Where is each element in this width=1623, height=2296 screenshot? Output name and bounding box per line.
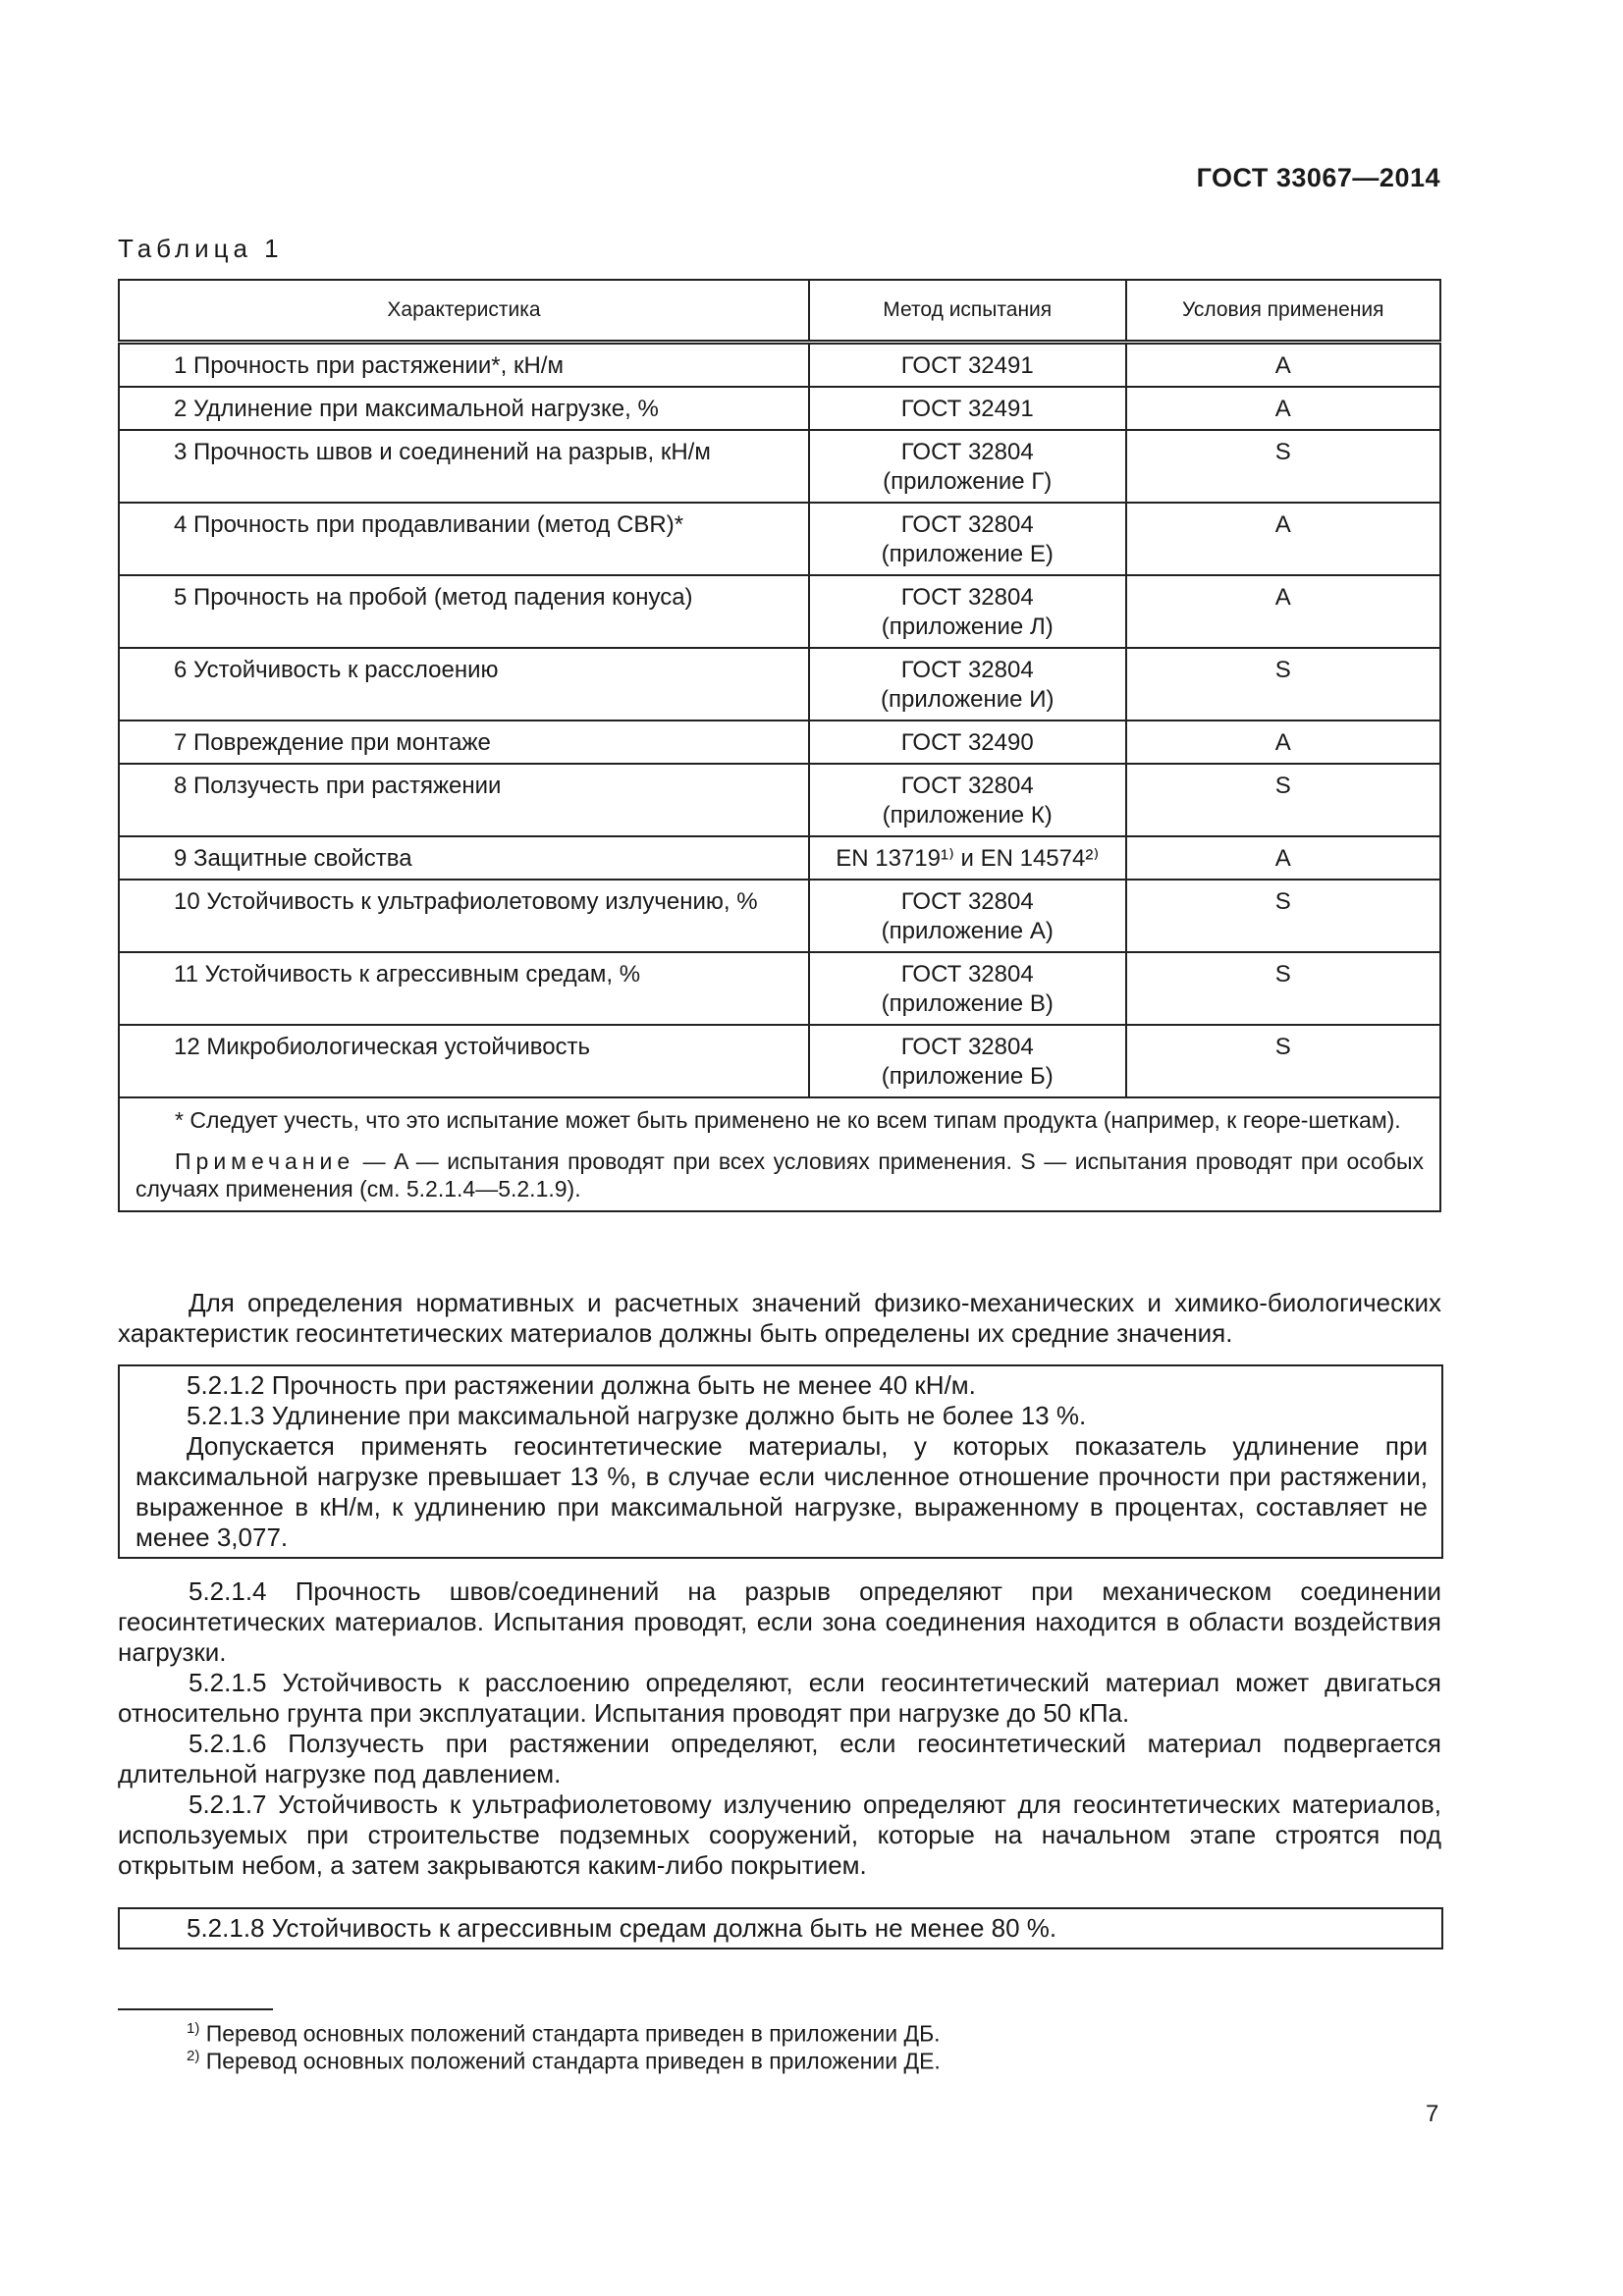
method-text: ГОСТ 32804 (900, 1034, 1034, 1060)
requirement-box-2 (118, 1907, 1443, 1949)
table-row (119, 575, 1440, 648)
conditions-text: S (1274, 1034, 1291, 1060)
table-row (119, 764, 1440, 836)
footnote-mark: 2) (187, 2048, 200, 2064)
method-cell (809, 575, 1126, 648)
footnote-text: Перевод основных положений стандарта приведен в приложении ДБ. (199, 2020, 941, 2047)
footnote-text: Перевод основных положений стандарта приведен в приложении ДЕ. (199, 2048, 941, 2074)
table-notes (119, 1097, 1440, 1211)
characteristic-cell (119, 721, 809, 764)
footnote-2 (187, 2048, 941, 2075)
method-appendix: (приложение К) (882, 802, 1053, 828)
method-appendix: (приложение Г) (883, 468, 1053, 495)
table-caption: Таблица 1 (118, 234, 284, 263)
intro-text: Для определения нормативных и расчетных значений физико-механических и химико-биологических характеристик геосинтетических материалов должны быть определены их средние значения. (118, 1288, 1441, 1348)
conditions-text: A (1274, 511, 1291, 538)
method-cell (809, 880, 1126, 952)
clause-5-2-1-6: 5.2.1.6 Ползучесть при растяжении определяют, если геосинтетический материал подвергается длительной нагрузке под давлением. (118, 1729, 1441, 1789)
table-row (119, 952, 1440, 1025)
method-text: EN 13719¹⁾ и EN 14574²⁾ (836, 845, 1100, 872)
table-row (119, 503, 1440, 575)
method-text: ГОСТ 32804 (900, 511, 1034, 538)
clause-5-2-1-3: 5.2.1.3 Удлинение при максимальной нагрузке должно быть не более 13 %. (187, 1401, 1087, 1430)
characteristic-text: 10 Устойчивость к ультрафиолетовому излучению, % (174, 888, 758, 915)
conditions-cell (1126, 343, 1441, 388)
characteristic-cell (119, 648, 809, 721)
table-row (119, 836, 1440, 880)
characteristic-text: 2 Удлинение при максимальной нагрузке, % (174, 396, 659, 422)
method-text: ГОСТ 32804 (900, 439, 1034, 465)
clause-5-2-1-3-allowance: Допускается применять геосинтетические материалы, у которых показатель удлинение при максимальной нагрузке превышает 13 %, в случае если численное отношение прочности при растяжении, выраженное в кН/м, к удлинению при максимальной нагрузке, выраженному в процентах, составляет не менее 3,077. (135, 1431, 1428, 1552)
characteristic-cell (119, 880, 809, 952)
conditions-text: S (1274, 888, 1291, 915)
table-row (119, 1025, 1440, 1097)
characteristic-text: 7 Повреждение при монтаже (174, 729, 491, 756)
method-cell (809, 721, 1126, 764)
header-characteristic: Характеристика (119, 280, 809, 343)
method-cell (809, 343, 1126, 388)
conditions-cell (1126, 575, 1441, 648)
characteristic-text: 6 Устойчивость к расслоению (174, 657, 499, 683)
footnote-1 (187, 2020, 941, 2048)
table-row (119, 648, 1440, 721)
header-method: Метод испытания (809, 280, 1126, 343)
characteristic-cell (119, 343, 809, 388)
method-cell (809, 836, 1126, 880)
method-appendix: (приложение И) (881, 686, 1055, 713)
method-appendix: (приложение Б) (881, 1063, 1054, 1090)
footnote-mark: 1) (187, 2020, 200, 2037)
characteristic-text: 5 Прочность на пробой (метод падения конуса) (174, 584, 693, 611)
characteristic-text: 1 Прочность при растяжении*, кН/м (174, 352, 564, 379)
document-header: ГОСТ 33067—2014 (1196, 163, 1440, 192)
conditions-cell (1126, 430, 1441, 503)
conditions-text: S (1274, 961, 1291, 988)
method-cell (809, 503, 1126, 575)
table-row (119, 430, 1440, 503)
header-conditions: Условия применения (1126, 280, 1441, 343)
method-text: ГОСТ 32804 (900, 657, 1034, 683)
table-note (135, 1148, 1424, 1202)
method-appendix: (приложение Е) (881, 541, 1054, 567)
table-footnote: * Следует учесть, что это испытание может быть применено не ко всем типам продукта (например, к георе-шеткам). (175, 1107, 1401, 1133)
characteristic-cell (119, 836, 809, 880)
characteristic-cell (119, 952, 809, 1025)
note-text: — A — испытания проводят при всех условиях применения. S — испытания проводят при особых случаях применения (см. 5.2.1.4—5.2.1.9). (135, 1148, 1424, 1201)
method-text: ГОСТ 32490 (900, 729, 1034, 756)
clause-5-2-1-2: 5.2.1.2 Прочность при растяжении должна быть не менее 40 кН/м. (187, 1370, 976, 1400)
conditions-cell (1126, 880, 1441, 952)
table-row (119, 721, 1440, 764)
method-appendix: (приложение Л) (881, 614, 1054, 640)
conditions-text: S (1274, 773, 1291, 799)
characteristic-text: 8 Ползучесть при растяжении (174, 773, 502, 799)
method-cell (809, 387, 1126, 430)
method-cell (809, 764, 1126, 836)
conditions-cell (1126, 836, 1441, 880)
characteristic-text: 12 Микробиологическая устойчивость (174, 1034, 591, 1060)
method-appendix: (приложение В) (881, 990, 1054, 1017)
conditions-cell (1126, 648, 1441, 721)
method-text: ГОСТ 32804 (900, 584, 1034, 611)
conditions-cell (1126, 721, 1441, 764)
method-text: ГОСТ 32804 (900, 961, 1034, 988)
conditions-text: S (1274, 439, 1291, 465)
table-notes-row (119, 1097, 1440, 1211)
method-appendix: (приложение А) (881, 918, 1054, 944)
characteristic-cell (119, 503, 809, 575)
method-text: ГОСТ 32804 (900, 888, 1034, 915)
characteristic-cell (119, 1025, 809, 1097)
table-row (119, 387, 1440, 430)
clause-5-2-1-8: 5.2.1.8 Устойчивость к агрессивным средам должна быть не менее 80 %. (187, 1913, 1057, 1943)
characteristic-cell (119, 764, 809, 836)
intro-paragraph (118, 1288, 1441, 1349)
characteristic-text: 4 Прочность при продавливании (метод CBR)* (174, 511, 684, 538)
method-text: ГОСТ 32491 (900, 396, 1034, 422)
conditions-cell (1126, 764, 1441, 836)
characteristic-text: 9 Защитные свойства (174, 845, 412, 872)
conditions-text: S (1274, 657, 1291, 683)
conditions-cell (1126, 503, 1441, 575)
conditions-cell (1126, 1025, 1441, 1097)
characteristic-text: 11 Устойчивость к агрессивным средам, % (174, 961, 641, 988)
conditions-text: A (1274, 845, 1291, 872)
clauses-section (118, 1576, 1441, 1881)
table-row (119, 880, 1440, 952)
method-text: ГОСТ 32804 (900, 773, 1034, 799)
page-number: 7 (1426, 2101, 1439, 2127)
method-cell (809, 1025, 1126, 1097)
table-header-row (119, 280, 1440, 343)
characteristic-cell (119, 430, 809, 503)
characteristic-cell (119, 575, 809, 648)
characteristics-table (118, 279, 1441, 1212)
table-row (119, 343, 1440, 388)
clause-5-2-1-5: 5.2.1.5 Устойчивость к расслоению определяют, если геосинтетический материал может двигаться относительно грунта при эксплуатации. Испытания проводят при нагрузке до 50 кПа. (118, 1668, 1441, 1728)
method-cell (809, 952, 1126, 1025)
clause-5-2-1-4: 5.2.1.4 Прочность швов/соединений на разрыв определяют при механическом соединении геосинтетических материалов. Испытания проводят, если зона соединения находится в области воздействия нагрузки. (118, 1576, 1441, 1667)
conditions-cell (1126, 952, 1441, 1025)
footnote-divider (118, 2008, 273, 2010)
conditions-text: A (1274, 584, 1291, 611)
requirements-box (118, 1364, 1443, 1559)
clause-5-2-1-7: 5.2.1.7 Устойчивость к ультрафиолетовому излучению определяют для геосинтетических материалов, используемых при строительстве подземных сооружений, которые на начальном этапе строятся под открытым небом, а затем закрываются каким-либо покрытием. (118, 1789, 1441, 1880)
conditions-text: A (1274, 352, 1291, 379)
conditions-cell (1126, 387, 1441, 430)
method-cell (809, 648, 1126, 721)
method-text: ГОСТ 32491 (900, 352, 1034, 379)
characteristic-text: 3 Прочность швов и соединений на разрыв, кН/м (174, 439, 711, 465)
conditions-text: A (1274, 729, 1291, 756)
note-label: Примечание (175, 1148, 355, 1174)
characteristic-cell (119, 387, 809, 430)
method-cell (809, 430, 1126, 503)
conditions-text: A (1274, 396, 1291, 422)
